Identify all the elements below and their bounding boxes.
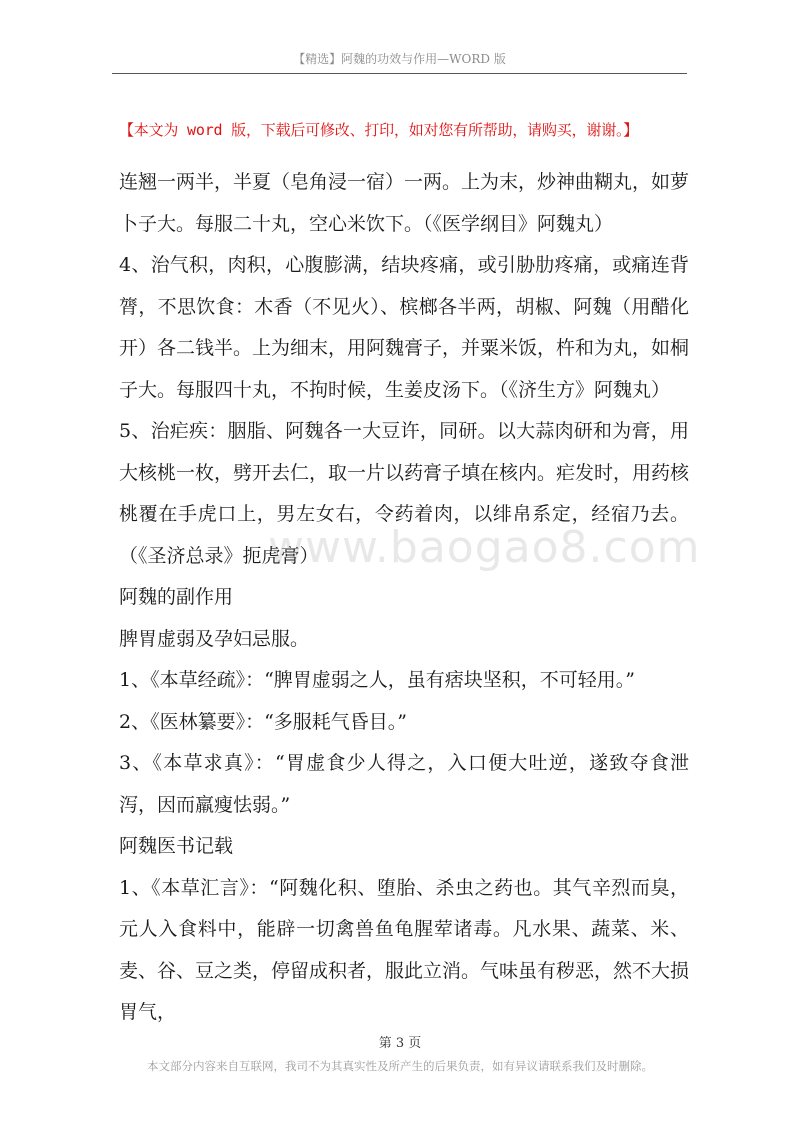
paragraph-quote-2: 2、《医林纂要》：“多服耗气昏目。”: [119, 710, 408, 733]
paragraph-quote-1: 1、《本草经疏》：“脾胃虚弱之人，虽有痞块坚积，不可轻用。”: [119, 669, 636, 691]
watermark: www.baogao8.com: [268, 522, 701, 573]
page-footer: 本文部分内容来自互联网，我司不为其真实性及所产生的后果负责，如有异议请联系我们及时删除。: [147, 1059, 653, 1073]
download-notice: 【本文为 word 版，下载后可修改、打印，如对您有所帮助，请购买，谢谢。】: [119, 121, 639, 139]
header-divider: [112, 73, 687, 74]
paragraph-quote-3: 3、《本草求真》：“胃虚食少人得之，入口便大吐逆，遂致夺食泄泻，因而羸瘦怯弱。”: [119, 752, 689, 816]
section-heading-records: 阿魏医书记载: [119, 835, 234, 857]
paragraph-item-4: 4、治气积，肉积，心腹膨满，结块疼痛，或引胁肋疼痛，或痛连背膂，不思饮食：木香（不见火）、槟榔各半两，胡椒、阿魏（用醋化开）各二钱半。上为细末，用阿魏膏子，并粟米饭，杵和为丸，如桐子大。每服四十丸，不拘时候，生姜皮汤下。（《济生方》阿魏丸）: [119, 254, 690, 401]
section-heading-side-effects: 阿魏的副作用: [119, 586, 234, 608]
paragraph-contraindication: 脾胃虚弱及孕妇忌服。: [119, 627, 310, 650]
page-number: 第 3 页: [378, 1036, 422, 1051]
paragraph-continuation: 连翘一两半，半夏（皂角浸一宿）一两。上为末，炒神曲糊丸，如萝卜子大。每服二十丸，空心米饮下。（《医学纲目》阿魏丸）: [119, 171, 690, 235]
document-body: [119, 162, 689, 1034]
page-header: 【精选】阿魏的功效与作用—WORD 版: [293, 52, 506, 66]
paragraph-record-1: 1、《本草汇言》：“阿魏化积、堕胎、杀虫之药也。其气辛烈而臭，元人入食料中，能辟一切禽兽鱼龟腥荤诸毒。凡水果、蔬菜、米、麦、谷、豆之类，停留成积者，服此立消。气味虽有秽恶，然不大损胃气，: [119, 876, 690, 1023]
paragraph-item-5: 5、治疟疾：胭脂、阿魏各一大豆许，同研。以大蒜肉研和为膏，用大核桃一枚，劈开去仁，取一片以药膏子填在核内。疟发时，用药核桃覆在手虎口上，男左女右，令药着肉，以绯帛系定，经宿乃去。（《圣济总录》扼虎膏）: [119, 420, 690, 567]
